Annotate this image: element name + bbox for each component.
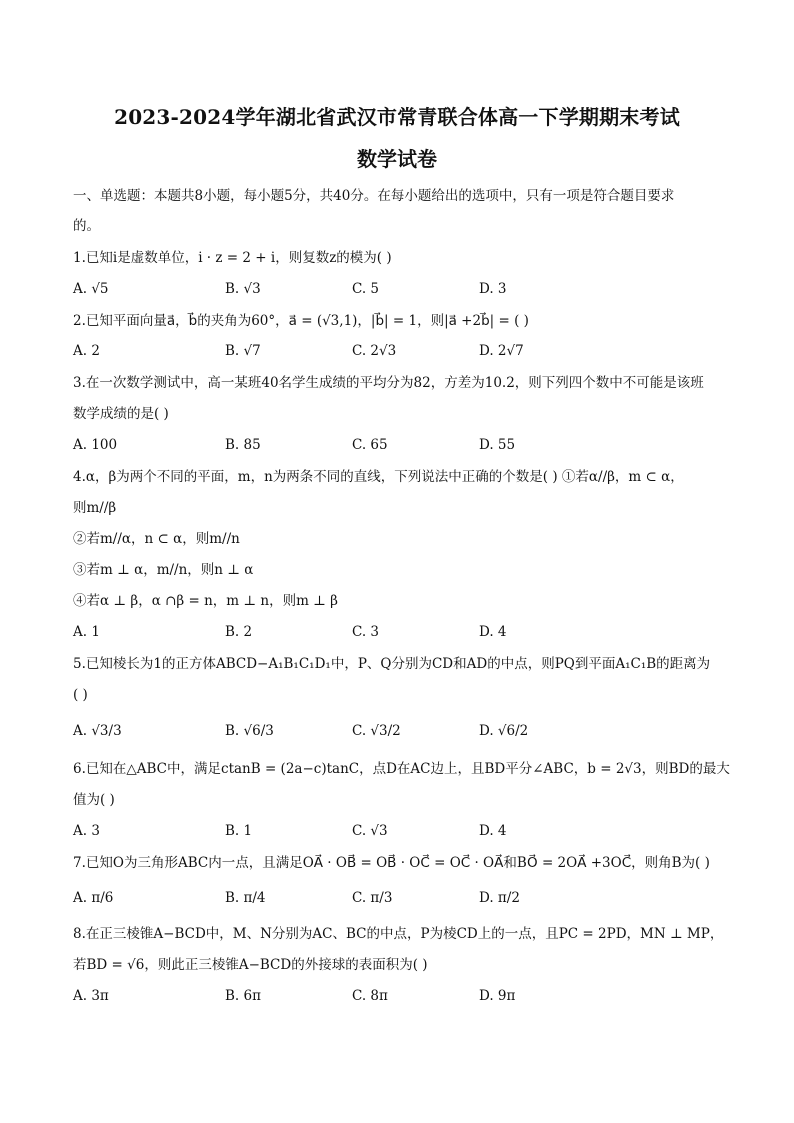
q4-stem-line-2: 则m//β [73, 500, 117, 516]
q5-option-c: C. √3/2 [352, 723, 401, 739]
q8-option-d: D. 9π [479, 988, 516, 1004]
section-instruction-line-2: 的。 [73, 218, 100, 234]
q4-statement-4: ④若α ⊥ β，α ∩β = n，m ⊥ n，则m ⊥ β [73, 593, 338, 609]
exam-title: 2023-2024学年湖北省武汉市常青联合体高一下学期期末考试 [114, 105, 680, 129]
q5-option-d: D. √6/2 [479, 723, 529, 739]
q7-stem: 7.已知O为三角形ABC内一点，且满足OA⃗ · OB⃗ = OB⃗ · OC⃗ = OC⃗ · OA⃗和BO⃗ = 2OA⃗ +3OC⃗，则角B为( ) [73, 855, 710, 871]
q7-option-a: A. π/6 [73, 890, 114, 906]
q4-option-b: B. 2 [225, 624, 253, 640]
q6-stem-line-1: 6.已知在△ABC中，满足ctanB = (2a−c)tanC，点D在AC边上，且BD平分∠ABC，b = 2√3，则BD的最大 [73, 761, 730, 777]
q1-option-a: A. √5 [73, 281, 109, 297]
q3-option-b: B. 85 [225, 437, 261, 453]
q5-option-a: A. √3/3 [73, 723, 122, 739]
q8-stem-line-2: 若BD = √6，则此正三棱锥A−BCD的外接球的表面积为( ) [73, 957, 428, 973]
q8-option-b: B. 6π [225, 988, 261, 1004]
q4-statement-2: ②若m//α，n ⊂ α，则m//n [73, 531, 240, 547]
q3-stem-line-1: 3.在一次数学测试中，高一某班40名学生成绩的平均分为82，方差为10.2，则下列四个数中不可能是该班 [73, 375, 704, 391]
q6-stem-line-2: 值为( ) [73, 792, 115, 808]
q5-stem-line-1: 5.已知棱长为1的正方体ABCD−A₁B₁C₁D₁中，P、Q分别为CD和AD的中点，则PQ到平面A₁C₁B的距离为 [73, 656, 711, 672]
q2-option-c: C. 2√3 [352, 343, 397, 359]
exam-subtitle: 数学试卷 [357, 147, 437, 171]
q7-option-d: D. π/2 [479, 890, 520, 906]
q2-option-b: B. √7 [225, 343, 261, 359]
q3-option-c: C. 65 [352, 437, 388, 453]
q4-option-a: A. 1 [73, 624, 100, 640]
q7-option-b: B. π/4 [225, 890, 266, 906]
q6-option-d: D. 4 [479, 823, 507, 839]
q1-option-c: C. 5 [352, 281, 380, 297]
q2-stem: 2.已知平面向量a⃗，b⃗的夹角为60°，a⃗ = (√3,1)，|b⃗| = 1，则|a⃗ +2b⃗| = ( ) [73, 313, 529, 329]
q1-stem: 1.已知i是虚数单位，i · z = 2 + i，则复数z的模为( ) [73, 250, 392, 266]
q4-stem-line-1: 4.α，β为两个不同的平面，m，n为两条不同的直线，下列说法中正确的个数是( ) ①若α//β，m ⊂ α， [73, 469, 684, 485]
q8-option-a: A. 3π [73, 988, 109, 1004]
section-instruction-line-1: 一、单选题：本题共8小题，每小题5分，共40分。在每小题给出的选项中，只有一项是符合题目要求 [73, 188, 675, 204]
q3-stem-line-2: 数学成绩的是( ) [73, 406, 169, 422]
q8-option-c: C. 8π [352, 988, 388, 1004]
q2-option-a: A. 2 [73, 343, 100, 359]
q4-option-c: C. 3 [352, 624, 380, 640]
q3-option-a: A. 100 [73, 437, 118, 453]
q1-option-b: B. √3 [225, 281, 261, 297]
q1-option-d: D. 3 [479, 281, 507, 297]
q7-option-c: C. π/3 [352, 890, 393, 906]
q2-option-d: D. 2√7 [479, 343, 524, 359]
q6-option-b: B. 1 [225, 823, 253, 839]
q4-option-d: D. 4 [479, 624, 507, 640]
q6-option-c: C. √3 [352, 823, 388, 839]
q3-option-d: D. 55 [479, 437, 516, 453]
q5-stem-line-2: ( ) [73, 687, 88, 703]
q5-option-b: B. √6/3 [225, 723, 274, 739]
q8-stem-line-1: 8.在正三棱锥A−BCD中，M、N分别为AC、BC的中点，P为棱CD上的一点，且PC = 2PD，MN ⊥ MP， [73, 926, 724, 942]
q6-option-a: A. 3 [73, 823, 100, 839]
q4-statement-3: ③若m ⊥ α，m//n，则n ⊥ α [73, 562, 254, 578]
